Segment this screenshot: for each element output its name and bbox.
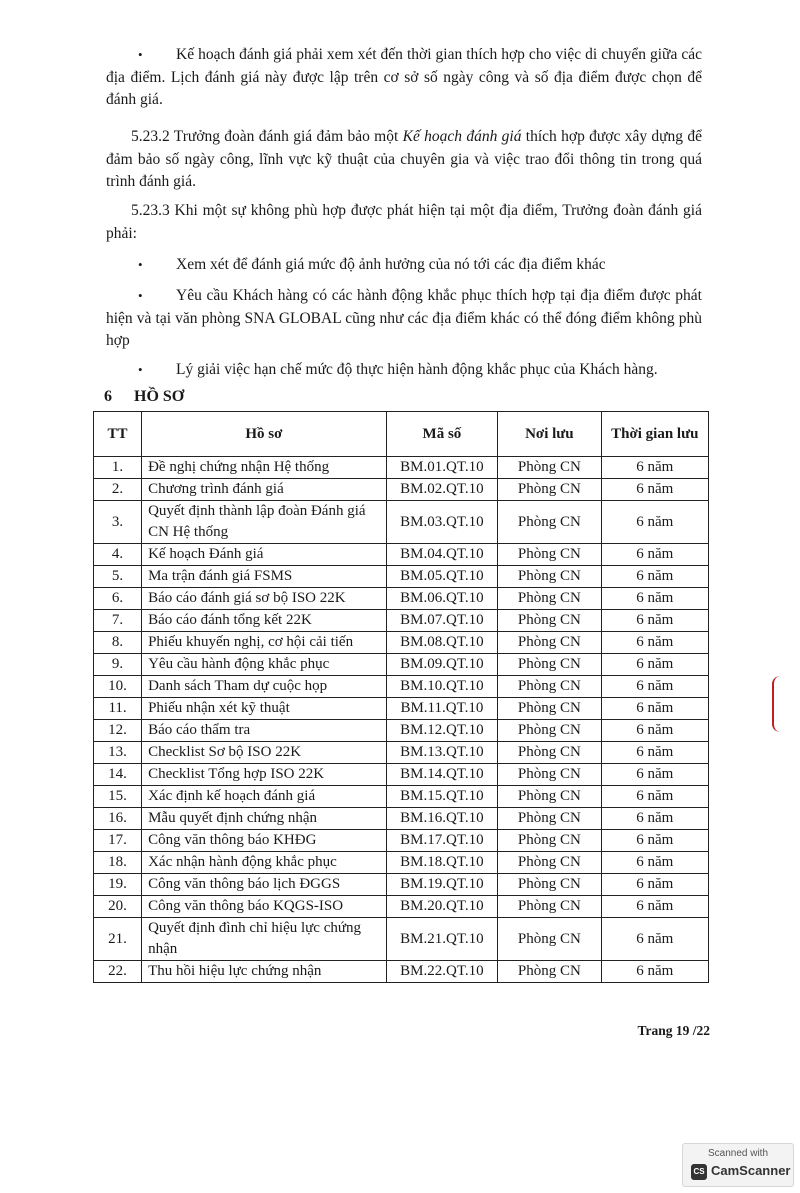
paragraph-5-23-2: [106, 126, 702, 194]
page-number: Trang 19 /22: [637, 1023, 710, 1038]
paragraph-5-23-2-emphasis: Kế hoạch đánh giá: [402, 128, 522, 145]
cell-record-name: Checklist Tổng hợp ISO 22K: [142, 764, 387, 786]
table-row: [94, 676, 709, 698]
paragraph-5-23-2-end: thích hợp được xây dựng để đảm bảo số ngày công, lĩnh vực kỹ thuật của chuyên gia và việc trao đổi thông tin trong quá trình đánh giá.: [106, 128, 702, 190]
red-pen-mark: [772, 676, 782, 732]
cell-code: BM.06.QT.10: [386, 588, 498, 610]
cell-record-name: Báo cáo đánh giá sơ bộ ISO 22K: [142, 588, 387, 610]
cell-tt: 12.: [94, 720, 142, 742]
paragraph-5-23-2-start: 5.23.2 Trưởng đoàn đánh giá đảm bảo một: [131, 128, 403, 145]
cell-tt: 5.: [94, 566, 142, 588]
cell-location: Phòng CN: [498, 961, 601, 983]
table-row: [94, 830, 709, 852]
cell-location: Phòng CN: [498, 808, 601, 830]
records-table: [93, 411, 709, 983]
cell-code: BM.03.QT.10: [386, 501, 498, 544]
section-heading: [104, 388, 184, 406]
cell-record-name: Yêu cầu hành động khắc phục: [142, 654, 387, 676]
cell-code: BM.02.QT.10: [386, 479, 498, 501]
cell-code: BM.13.QT.10: [386, 742, 498, 764]
camscanner-logo-icon: CS: [691, 1164, 707, 1180]
watermark-brand: CamScanner: [711, 1163, 791, 1178]
cell-code: BM.12.QT.10: [386, 720, 498, 742]
bullet-dot: •: [138, 362, 143, 377]
table-row: [94, 918, 709, 961]
cell-location: Phòng CN: [498, 544, 601, 566]
cell-tt: 18.: [94, 852, 142, 874]
cell-tt: 11.: [94, 698, 142, 720]
cell-code: BM.16.QT.10: [386, 808, 498, 830]
bullet-dot: •: [138, 257, 143, 272]
table-row: [94, 742, 709, 764]
cell-record-name: Công văn thông báo KHĐG: [142, 830, 387, 852]
cell-record-name: Checklist Sơ bộ ISO 22K: [142, 742, 387, 764]
cell-record-name: Danh sách Tham dự cuộc họp: [142, 676, 387, 698]
table-row: [94, 896, 709, 918]
cell-location: Phòng CN: [498, 852, 601, 874]
bullet-paragraph-travel-time: Kế hoạch đánh giá phải xem xét đến thời gian thích hợp cho việc di chuyển giữa các địa điểm. Lịch đánh giá này được lập trên cơ sở số ngày công và số địa điểm được chọn để đánh giá.: [106, 46, 702, 108]
cell-tt: 16.: [94, 808, 142, 830]
cell-tt: 1.: [94, 457, 142, 479]
cell-tt: 7.: [94, 610, 142, 632]
cell-code: BM.18.QT.10: [386, 852, 498, 874]
table-row: [94, 501, 709, 544]
cell-code: BM.14.QT.10: [386, 764, 498, 786]
cell-code: BM.17.QT.10: [386, 830, 498, 852]
cell-code: BM.09.QT.10: [386, 654, 498, 676]
table-row: [94, 786, 709, 808]
cell-location: Phòng CN: [498, 830, 601, 852]
header-location: Nơi lưu: [498, 412, 601, 457]
cell-location: Phòng CN: [498, 676, 601, 698]
cell-code: BM.22.QT.10: [386, 961, 498, 983]
cell-record-name: Đề nghị chứng nhận Hệ thống: [142, 457, 387, 479]
cell-tt: 17.: [94, 830, 142, 852]
cell-retention: 6 năm: [601, 918, 708, 961]
cell-retention: 6 năm: [601, 654, 708, 676]
cell-tt: 14.: [94, 764, 142, 786]
cell-record-name: Xác định kế hoạch đánh giá: [142, 786, 387, 808]
cell-location: Phòng CN: [498, 698, 601, 720]
cell-tt: 8.: [94, 632, 142, 654]
cell-retention: 6 năm: [601, 676, 708, 698]
table-row: [94, 874, 709, 896]
header-code: Mã số: [386, 412, 498, 457]
cell-retention: 6 năm: [601, 479, 708, 501]
cell-record-name: Phiếu nhận xét kỹ thuật: [142, 698, 387, 720]
table-row: [94, 479, 709, 501]
cell-tt: 3.: [94, 501, 142, 544]
cell-tt: 22.: [94, 961, 142, 983]
cell-retention: 6 năm: [601, 610, 708, 632]
cell-record-name: Ma trận đánh giá FSMS: [142, 566, 387, 588]
cell-location: Phòng CN: [498, 720, 601, 742]
bullet-dot: •: [138, 47, 143, 62]
cell-code: BM.10.QT.10: [386, 676, 498, 698]
watermark-caption: Scanned with: [707, 1148, 769, 1159]
cell-retention: 6 năm: [601, 698, 708, 720]
cell-retention: 6 năm: [601, 457, 708, 479]
cell-location: Phòng CN: [498, 566, 601, 588]
table-row: [94, 544, 709, 566]
cell-tt: 2.: [94, 479, 142, 501]
cell-record-name: Thu hồi hiệu lực chứng nhận: [142, 961, 387, 983]
cell-tt: 13.: [94, 742, 142, 764]
cell-location: Phòng CN: [498, 632, 601, 654]
table-row: [94, 610, 709, 632]
cell-tt: 21.: [94, 918, 142, 961]
table-row: [94, 457, 709, 479]
cell-code: BM.11.QT.10: [386, 698, 498, 720]
cell-retention: 6 năm: [601, 501, 708, 544]
table-row: [94, 588, 709, 610]
bullet-paragraph-corrective-action: Yêu cầu Khách hàng có các hành động khắc phục thích hợp tại địa điểm được phát hiện và tại văn phòng SNA GLOBAL cũng như các địa điểm khác có thể đóng điểm không phù hợp: [106, 287, 702, 349]
cell-location: Phòng CN: [498, 654, 601, 676]
cell-tt: 10.: [94, 676, 142, 698]
cell-code: BM.07.QT.10: [386, 610, 498, 632]
table-row: [94, 808, 709, 830]
cell-retention: 6 năm: [601, 544, 708, 566]
cell-retention: 6 năm: [601, 852, 708, 874]
bullet-paragraph-assess-impact: Xem xét để đánh giá mức độ ảnh hưởng của nó tới các địa điểm khác: [176, 256, 606, 273]
cell-retention: 6 năm: [601, 764, 708, 786]
cell-retention: 6 năm: [601, 566, 708, 588]
table-row: [94, 566, 709, 588]
cell-tt: 9.: [94, 654, 142, 676]
table-row: [94, 961, 709, 983]
cell-retention: 6 năm: [601, 588, 708, 610]
cell-location: Phòng CN: [498, 896, 601, 918]
table-row: [94, 698, 709, 720]
cell-location: Phòng CN: [498, 742, 601, 764]
bullet-dot: •: [138, 288, 143, 303]
cell-code: BM.20.QT.10: [386, 896, 498, 918]
cell-tt: 19.: [94, 874, 142, 896]
cell-location: Phòng CN: [498, 786, 601, 808]
cell-code: BM.04.QT.10: [386, 544, 498, 566]
header-record: Hồ sơ: [142, 412, 387, 457]
cell-location: Phòng CN: [498, 918, 601, 961]
cell-retention: 6 năm: [601, 830, 708, 852]
cell-tt: 20.: [94, 896, 142, 918]
cell-tt: 15.: [94, 786, 142, 808]
table-row: [94, 764, 709, 786]
table-row: [94, 852, 709, 874]
cell-record-name: Quyết định thành lập đoàn Đánh giá CN Hệ thống: [142, 501, 387, 544]
cell-retention: 6 năm: [601, 720, 708, 742]
cell-location: Phòng CN: [498, 457, 601, 479]
cell-location: Phòng CN: [498, 874, 601, 896]
cell-code: BM.08.QT.10: [386, 632, 498, 654]
table-row: [94, 720, 709, 742]
section-number: 6: [104, 388, 112, 405]
cell-record-name: Phiếu khuyến nghị, cơ hội cải tiến: [142, 632, 387, 654]
cell-location: Phòng CN: [498, 501, 601, 544]
header-retention: Thời gian lưu: [601, 412, 708, 457]
cell-code: BM.15.QT.10: [386, 786, 498, 808]
cell-record-name: Công văn thông báo lịch ĐGGS: [142, 874, 387, 896]
bullet-paragraph-justification: Lý giải việc hạn chế mức độ thực hiện hành động khắc phục của Khách hàng.: [176, 361, 658, 378]
cell-retention: 6 năm: [601, 786, 708, 808]
cell-location: Phòng CN: [498, 588, 601, 610]
cell-record-name: Mẫu quyết định chứng nhận: [142, 808, 387, 830]
cell-tt: 4.: [94, 544, 142, 566]
cell-retention: 6 năm: [601, 632, 708, 654]
cell-code: BM.19.QT.10: [386, 874, 498, 896]
cell-tt: 6.: [94, 588, 142, 610]
header-tt: TT: [94, 412, 142, 457]
cell-record-name: Quyết định đình chỉ hiệu lực chứng nhận: [142, 918, 387, 961]
cell-retention: 6 năm: [601, 874, 708, 896]
cell-record-name: Xác nhận hành động khắc phục: [142, 852, 387, 874]
paragraph-5-23-3: 5.23.3 Khi một sự không phù hợp được phát hiện tại một địa điểm, Trưởng đoàn đánh giá phải:: [106, 202, 702, 242]
table-row: [94, 654, 709, 676]
cell-record-name: Báo cáo đánh tổng kết 22K: [142, 610, 387, 632]
cell-record-name: Chương trình đánh giá: [142, 479, 387, 501]
cell-location: Phòng CN: [498, 479, 601, 501]
section-title: HỒ SƠ: [134, 388, 185, 405]
table-row: [94, 632, 709, 654]
cell-record-name: Kế hoạch Đánh giá: [142, 544, 387, 566]
table-header-row: [94, 412, 709, 457]
cell-retention: 6 năm: [601, 742, 708, 764]
cell-location: Phòng CN: [498, 610, 601, 632]
camscanner-watermark: [682, 1143, 794, 1187]
cell-record-name: Báo cáo thẩm tra: [142, 720, 387, 742]
records-table-body: [94, 457, 709, 983]
cell-code: BM.21.QT.10: [386, 918, 498, 961]
cell-retention: 6 năm: [601, 808, 708, 830]
cell-retention: 6 năm: [601, 961, 708, 983]
cell-record-name: Công văn thông báo KQGS-ISO: [142, 896, 387, 918]
cell-retention: 6 năm: [601, 896, 708, 918]
cell-code: BM.01.QT.10: [386, 457, 498, 479]
cell-code: BM.05.QT.10: [386, 566, 498, 588]
cell-location: Phòng CN: [498, 764, 601, 786]
